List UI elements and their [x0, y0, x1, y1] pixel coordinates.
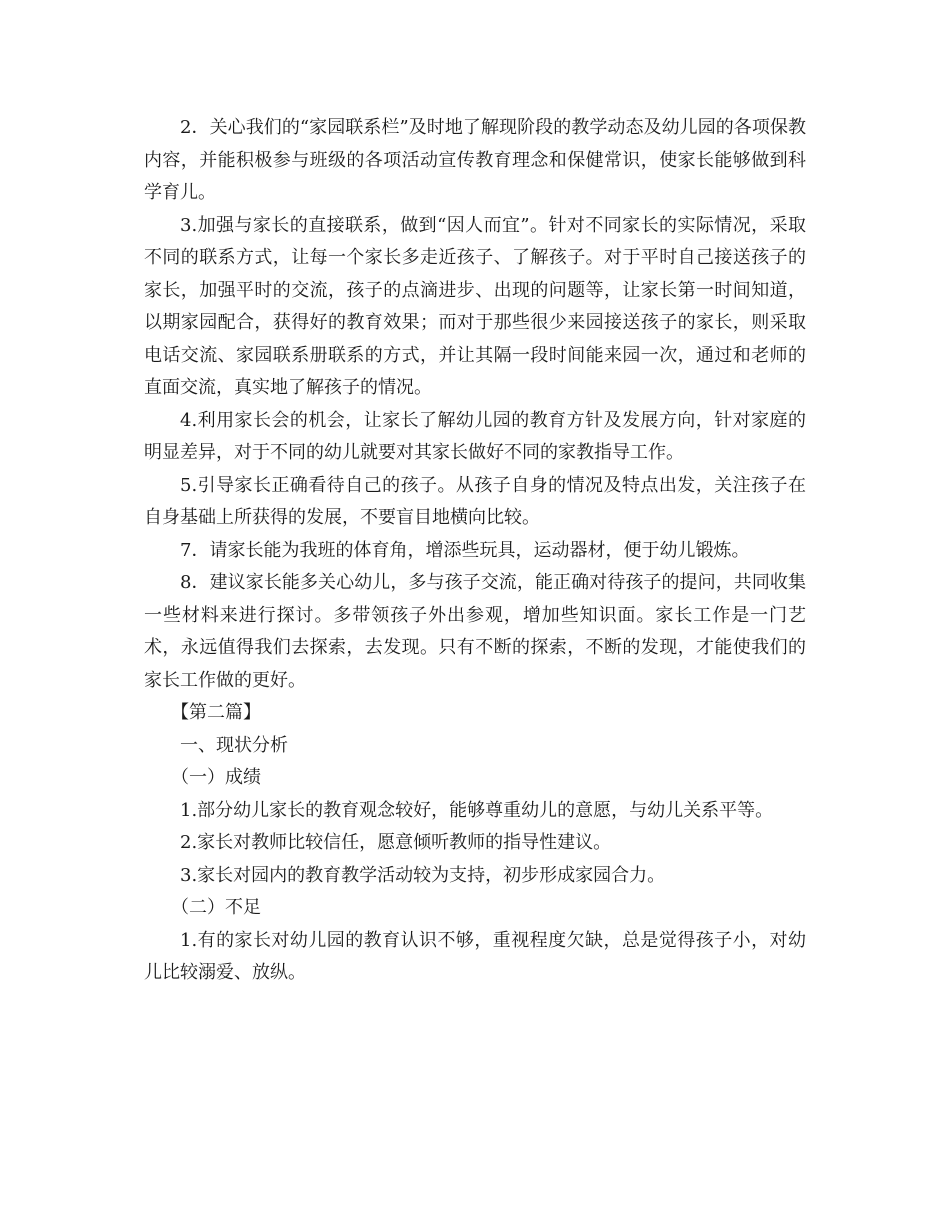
- subheading-achievements: （一）成绩: [171, 767, 261, 788]
- paragraph-item-3: 3.加强与家长的直接联系，做到“因人而宜”。针对不同家长的实际情况，采取不同的联系方式，让每一个家长多走近孩子、了解孩子。对于平时自己接送孩子的家长，加强平时的交流，孩子的点滴进步、出现的问题等，让家长第一时间知道，以期家园配合，获得好的教育效果；而对于那些很少来园接送孩子的家长，则采取电话交流、家园联系册联系的方式，并让其隔一段时间能来园一次，通过和老师的直面交流，真实地了解孩子的情况。: [144, 214, 806, 398]
- achievement-item-1: 1.部分幼儿家长的教育观念较好，能够尊重幼儿的意愿，与幼儿关系平等。: [180, 799, 774, 821]
- paragraph-item-5: 5.引导家长正确看待自己的孩子。从孩子自身的情况及特点出发，关注孩子在自身基础上所获得的发展，不要盲目地横向比较。: [144, 474, 806, 528]
- paragraph-item-2: 2．关心我们的“家园联系栏”及时地了解现阶段的教学动态及幼儿园的各项保教内容，并能积极参与班级的各项活动宣传教育理念和保健常识，使家长能够做到科学育儿。: [144, 117, 806, 203]
- paragraph-item-4: 4.利用家长会的机会，让家长了解幼儿园的教育方针及发展方向，针对家庭的明显差异，对于不同的幼儿就要对其家长做好不同的家教指导工作。: [144, 409, 806, 463]
- subheading-shortcomings: （二）不足: [171, 897, 261, 918]
- section-heading-status-analysis: 一、现状分析: [180, 734, 288, 756]
- paragraph-item-8: 8．建议家长能多关心幼儿，多与孩子交流，能正确对待孩子的提问，共同收集一些材料来进行探讨。多带领孩子外出参观，增加些知识面。家长工作是一门艺术，永远值得我们去探索，去发现。只有不断的探索，不断的发现，才能使我们的家长工作做的更好。: [144, 572, 806, 691]
- shortcoming-item-1: 1.有的家长对幼儿园的教育认识不够，重视程度欠缺，总是觉得孩子小，对幼儿比较溺爱、放纵。: [144, 929, 806, 983]
- section-heading-second-part: 【第二篇】: [171, 702, 261, 723]
- achievement-item-3: 3.家长对园内的教育教学活动较为支持，初步形成家园合力。: [180, 864, 666, 886]
- document-body: [144, 112, 806, 990]
- achievement-item-2: 2.家长对教师比较信任，愿意倾听教师的指导性建议。: [180, 832, 612, 853]
- paragraph-item-7: 7．请家长能为我班的体育角，增添些玩具，运动器材，便于幼儿锻炼。: [180, 539, 750, 561]
